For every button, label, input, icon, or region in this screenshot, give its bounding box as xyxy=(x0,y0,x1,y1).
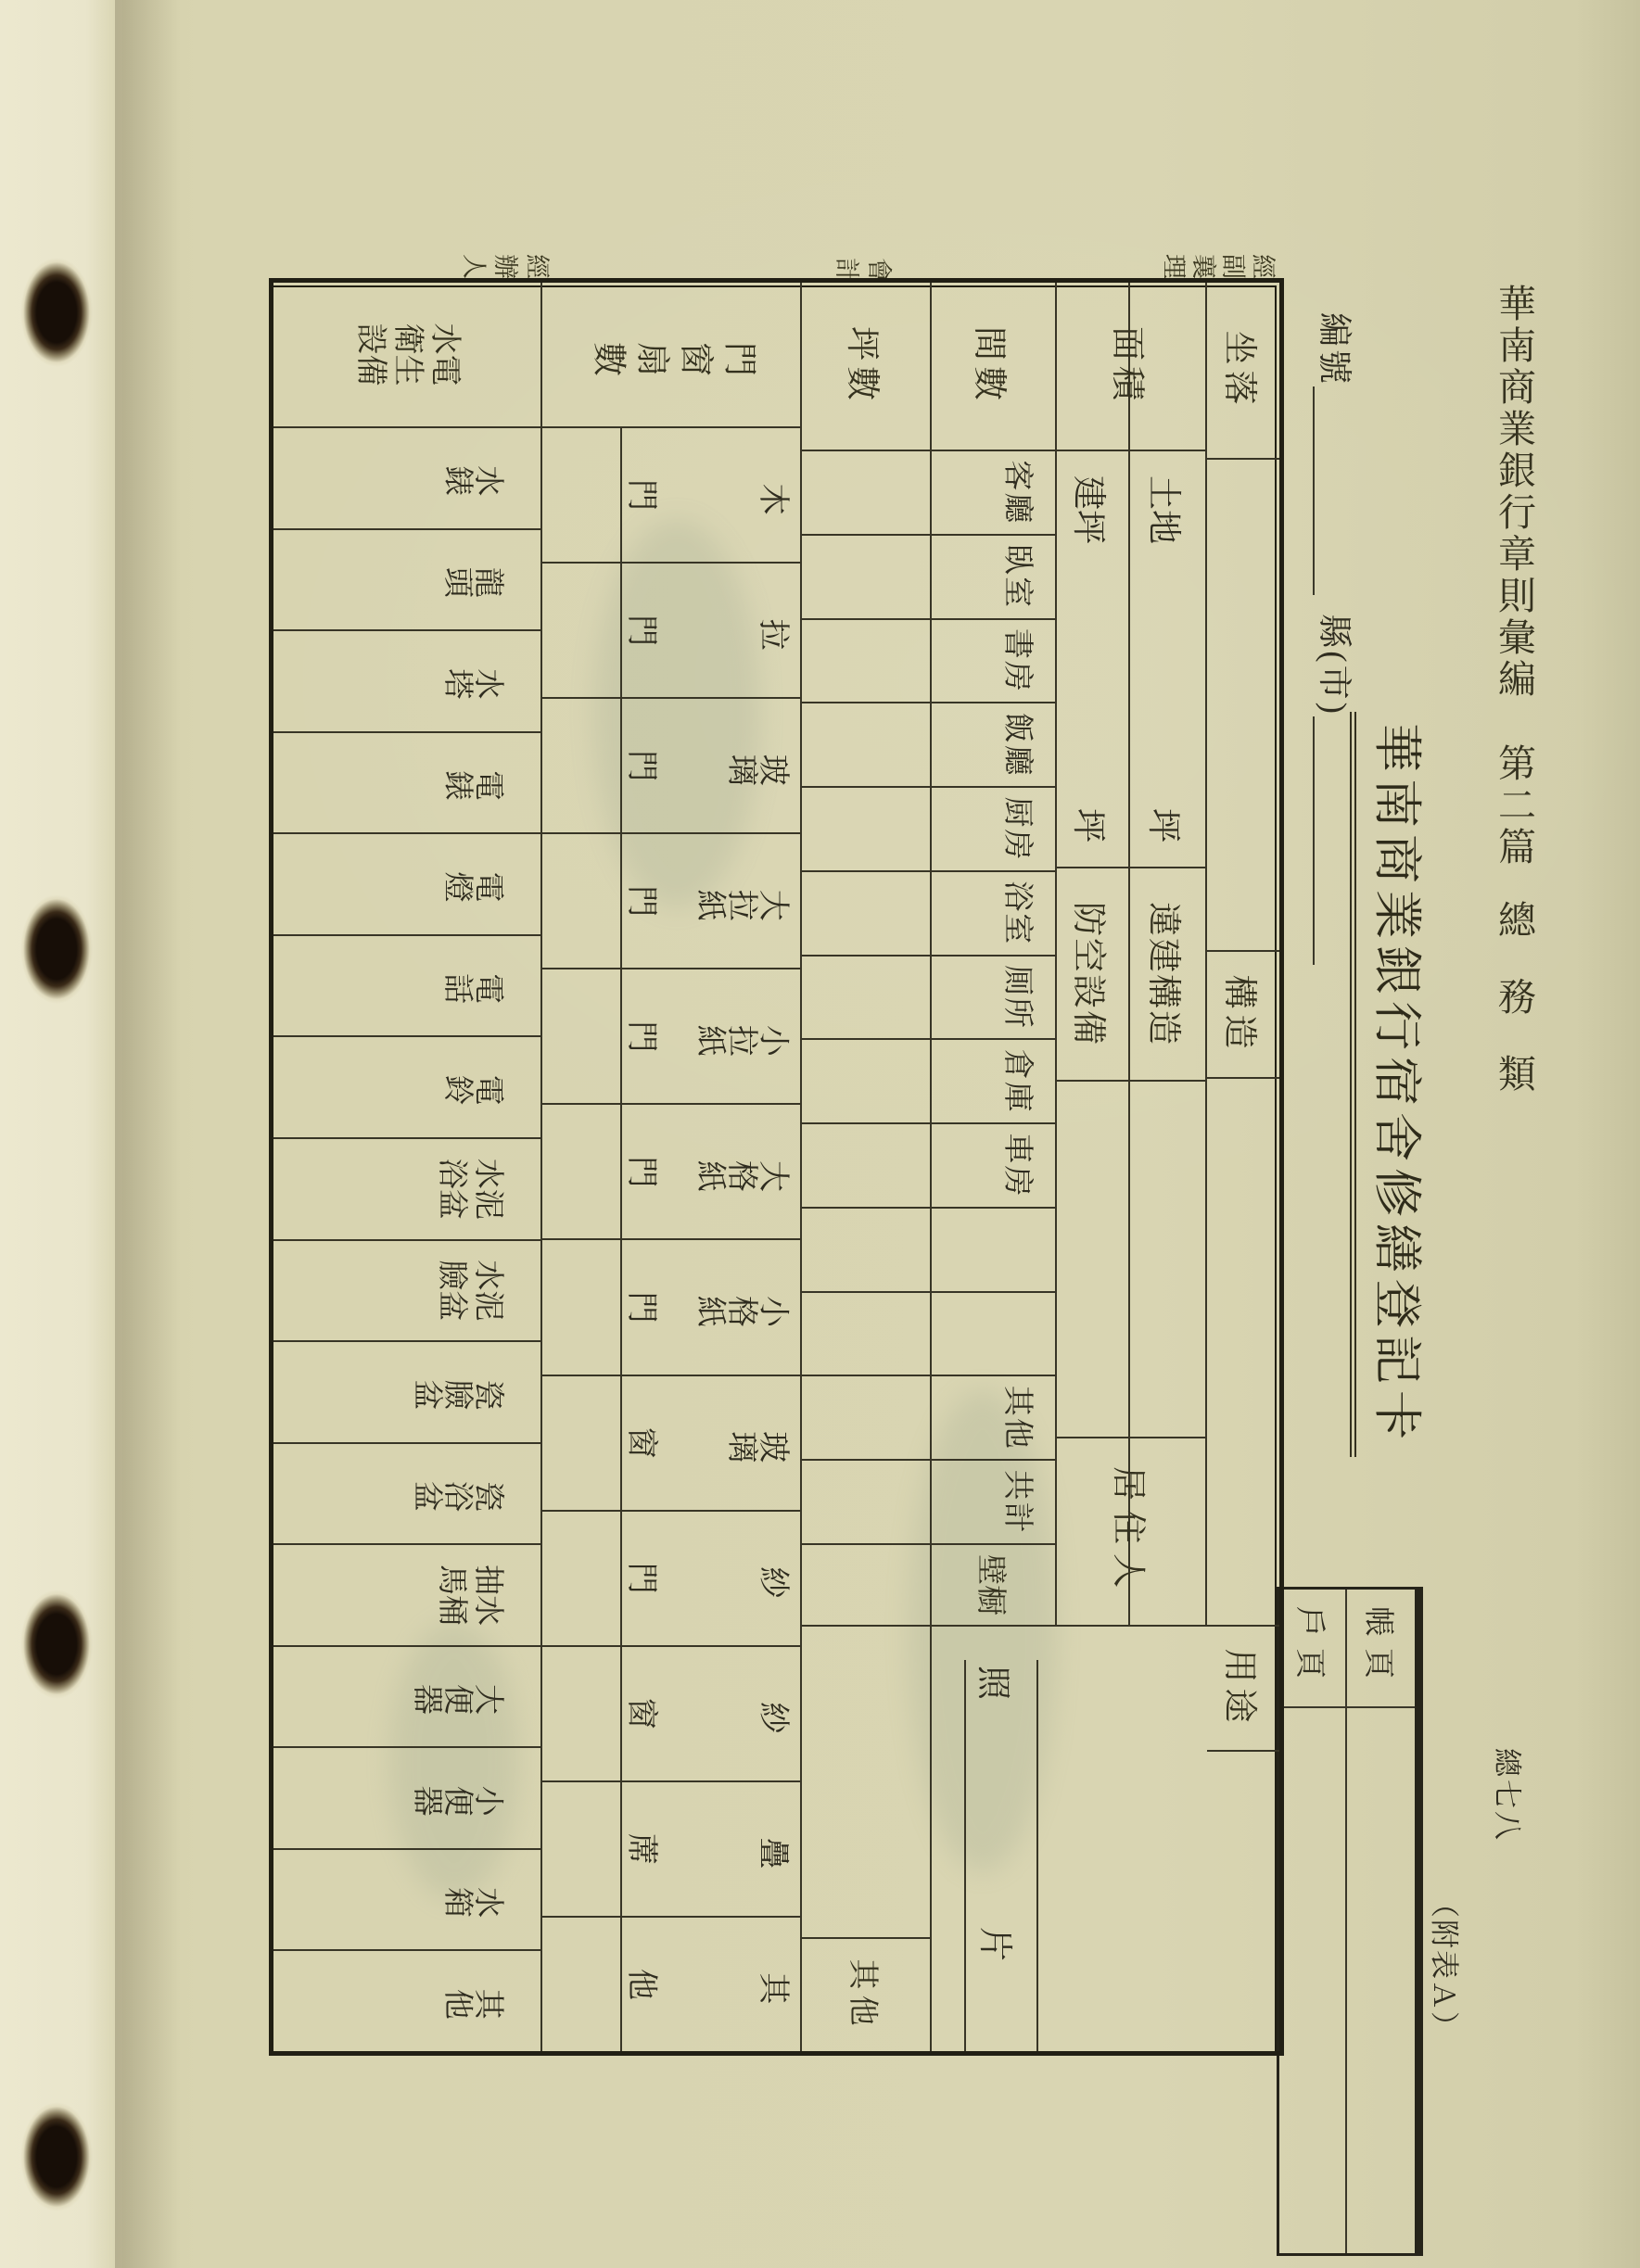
room-cell-blank xyxy=(932,1207,1055,1291)
door-item-cell: 大拉紙 門 xyxy=(542,832,800,968)
ping-grid-cell xyxy=(802,1207,930,1291)
area-label: 面積 xyxy=(1057,283,1207,450)
ping-other-label: 其他 xyxy=(802,1937,930,2051)
ledger-row-account xyxy=(1347,1590,1415,2253)
room-cell: 客廳 xyxy=(932,450,1055,534)
location-blank xyxy=(1207,458,1279,950)
utility-item-cell: 瓷臉盆 xyxy=(273,1340,540,1442)
room-cell: 浴室 xyxy=(932,870,1055,955)
structure-label: 構造 xyxy=(1207,950,1279,1077)
door-item-cell: 木 門 xyxy=(542,426,800,562)
room-count-label: 間數 xyxy=(970,326,1009,406)
door-cells xyxy=(542,426,800,2051)
land-unit: 坪 xyxy=(1144,808,1183,843)
room-cell: 書房 xyxy=(932,618,1055,703)
utility-item-cell: 水箱 xyxy=(273,1848,540,1950)
ping-grid-cell xyxy=(802,534,930,618)
door-item-cell: 拉 門 xyxy=(542,562,800,697)
utility-item-cell: 電錶 xyxy=(273,731,540,833)
row-ping xyxy=(802,283,932,2051)
utility-item-cell: 電話 xyxy=(273,934,540,1036)
door-item-cell: 紗 窗 xyxy=(542,1645,800,1780)
row-utilities xyxy=(273,283,542,2051)
repair-registration-table xyxy=(269,278,1284,2056)
photo-cell xyxy=(932,1625,1207,2051)
room-cells xyxy=(932,450,1055,1543)
row-room-count xyxy=(932,283,1057,1625)
door-item-cell: 小格紙 門 xyxy=(542,1238,800,1374)
utility-item-cell: 水錶 xyxy=(273,426,540,528)
form-title: 華南商業銀行宿舍修繕登記卡 xyxy=(1350,712,1436,1457)
door-item-cell: 玻璃 門 xyxy=(542,697,800,832)
room-cell-blank xyxy=(932,1291,1055,1375)
margin-label-handler: 經辦人 xyxy=(456,250,551,278)
building-unit: 坪 xyxy=(1069,808,1108,843)
ping-blank xyxy=(802,1625,930,1937)
usage-blank xyxy=(1207,1750,1279,2051)
door-item-cell: 小拉紙 門 xyxy=(542,968,800,1103)
utility-item-cell: 龍頭 xyxy=(273,528,540,630)
utility-item-cell: 其他 xyxy=(273,1949,540,2051)
doors-row-label-text: 門窗扇數 xyxy=(584,336,758,374)
household-page-blank xyxy=(1279,1708,1345,2253)
door-item-cell: 大格紙 門 xyxy=(542,1103,800,1238)
door-item-cell: 紗 門 xyxy=(542,1510,800,1645)
utility-item-cell: 水泥臉盆 xyxy=(273,1239,540,1341)
volume-label: 第二篇 xyxy=(1493,743,1535,868)
utilities-row-label-text: 水電衛生設備 xyxy=(352,323,463,386)
usage-label: 用途 xyxy=(1207,1625,1279,1750)
row-doors-windows xyxy=(542,283,802,2051)
photo-char-right: 片 xyxy=(975,1927,1013,1961)
ping-cells xyxy=(802,450,930,1543)
row-area-building xyxy=(1057,283,1130,1625)
utility-item-cell: 抽水馬桶 xyxy=(273,1543,540,1645)
appendix-label: （附表Ａ） xyxy=(1428,1889,1460,2042)
closet-label: 壁橱 xyxy=(932,1543,1055,1625)
ledger-row-household xyxy=(1279,1590,1347,2253)
margin-label-accounting: 會計 xyxy=(828,254,893,282)
utility-item-cell: 水泥浴盆 xyxy=(273,1137,540,1239)
ping-grid-cell xyxy=(802,450,930,534)
utility-cells xyxy=(273,426,540,2051)
utility-item-cell: 電鈴 xyxy=(273,1035,540,1137)
room-cell: 其他 xyxy=(932,1375,1055,1459)
door-item-cell: 玻璃 窗 xyxy=(542,1375,800,1510)
room-cell: 倉庫 xyxy=(932,1038,1055,1122)
account-page-label: 帳頁 xyxy=(1347,1590,1415,1708)
building-area-cell xyxy=(1057,450,1128,867)
land-area-cell xyxy=(1130,450,1205,867)
ping-grid-cell xyxy=(802,955,930,1039)
ping-blank xyxy=(802,1543,930,1625)
row-area-land xyxy=(1130,283,1207,1625)
ping-grid-cell xyxy=(802,1038,930,1122)
account-page-blank xyxy=(1347,1708,1415,2253)
category-label: 總務類 xyxy=(1493,900,1535,1131)
ledger-page-box xyxy=(1277,1587,1423,2256)
room-cell: 厠所 xyxy=(932,955,1055,1039)
room-cell: 共計 xyxy=(932,1459,1055,1543)
land-label: 土地 xyxy=(1144,475,1183,544)
utility-item-cell: 小便器 xyxy=(273,1746,540,1848)
structure-blank xyxy=(1207,1077,1279,1625)
household-page-label: 戶頁 xyxy=(1279,1590,1345,1708)
doors-row-label xyxy=(542,283,800,426)
book-title: 華南商業銀行章則彙編 xyxy=(1493,284,1535,701)
utility-item-cell: 電燈 xyxy=(273,832,540,934)
room-cell: 厨房 xyxy=(932,786,1055,870)
room-cell: 飯廳 xyxy=(932,702,1055,786)
room-cell: 車房 xyxy=(932,1122,1055,1207)
photo-char-left: 照 xyxy=(973,1666,1011,1700)
ping-grid-cell xyxy=(802,1291,930,1375)
ping-grid-cell xyxy=(802,702,930,786)
ping-grid-cell xyxy=(802,1459,930,1543)
door-item-cell: 其 他 xyxy=(542,1916,800,2051)
doors-count-divider xyxy=(620,426,622,2051)
building-area-label: 建坪 xyxy=(1069,475,1108,544)
ping-grid-cell xyxy=(802,1375,930,1459)
row-location xyxy=(1207,283,1279,2051)
ping-grid-cell xyxy=(802,870,930,955)
door-item-cell: 疊 蓆 xyxy=(542,1780,800,1916)
residents-label: 居住人 xyxy=(1057,1437,1207,1625)
utility-item-cell: 水塔 xyxy=(273,629,540,731)
ping-grid-cell xyxy=(802,618,930,703)
margin-label-managers: 經副襄理 xyxy=(1158,250,1277,278)
serial-blank xyxy=(1313,386,1346,595)
location-label: 坐落 xyxy=(1220,330,1258,411)
page-number: 總七八 xyxy=(1491,1748,1523,1843)
serial-label: 編號 xyxy=(1315,312,1353,386)
county-label: 縣(市) xyxy=(1315,614,1353,716)
utility-item-cell: 瓷浴盆 xyxy=(273,1442,540,1544)
illegal-structure-label: 違建構造 xyxy=(1130,867,1205,1080)
utilities-row-label xyxy=(273,283,540,426)
ping-label: 坪數 xyxy=(843,326,881,406)
ping-grid-cell xyxy=(802,1122,930,1207)
air-defense-label: 防空設備 xyxy=(1057,867,1128,1080)
utility-item-cell: 大便器 xyxy=(273,1645,540,1747)
room-cell: 臥室 xyxy=(932,534,1055,618)
county-blank xyxy=(1313,716,1346,965)
photo-label-strip xyxy=(964,1660,1038,2051)
ping-grid-cell xyxy=(802,786,930,870)
